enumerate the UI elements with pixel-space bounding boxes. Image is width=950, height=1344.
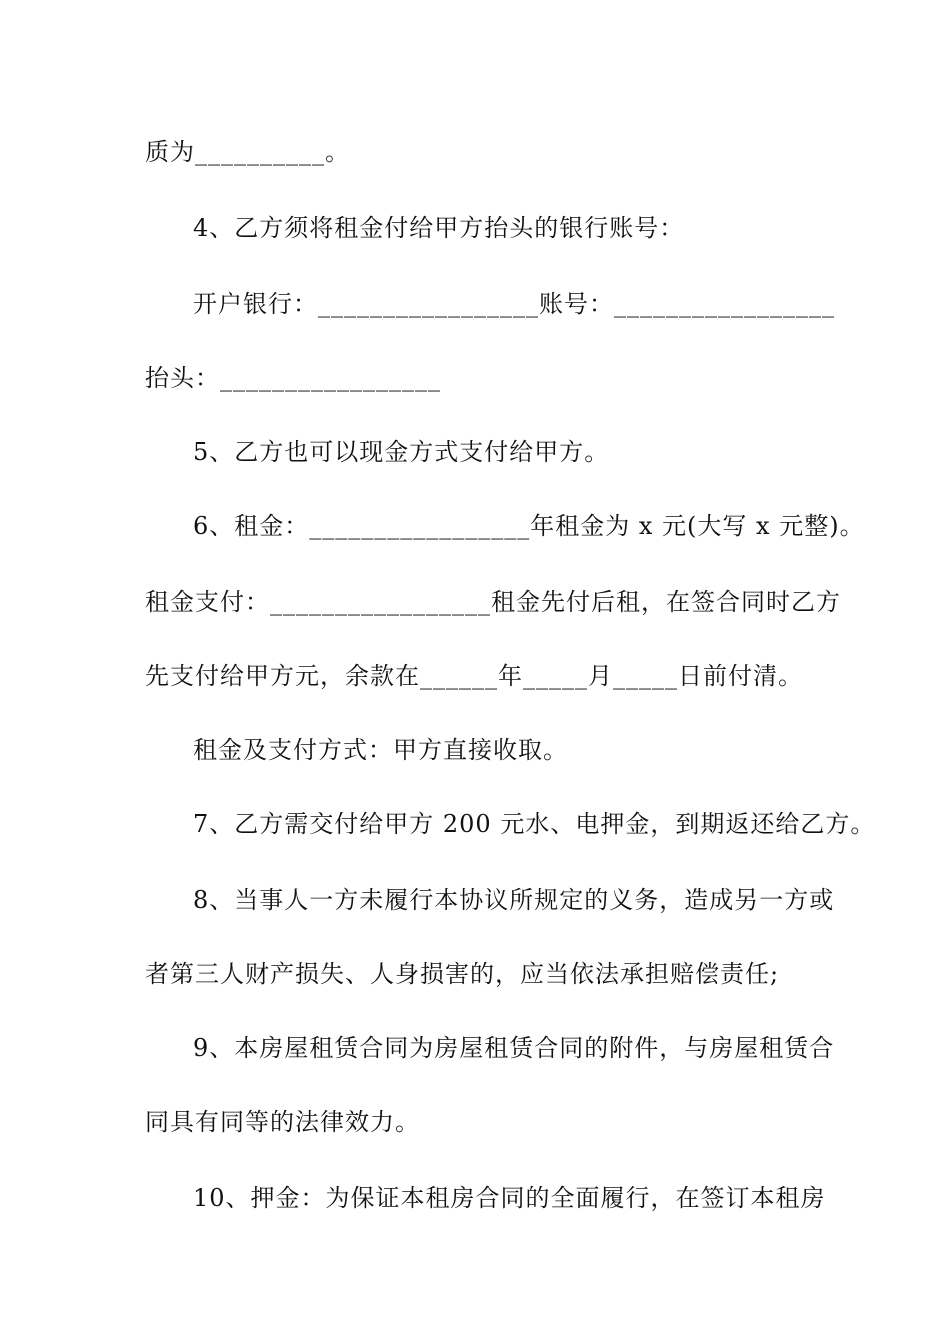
text-line: 先支付给甲方元，余款在______年_____月_____日前付清。 xyxy=(145,662,803,690)
text-line: 同具有同等的法律效力。 xyxy=(145,1108,420,1136)
text-line: 质为__________。 xyxy=(145,138,350,166)
text-line: 6、租金：_________________年租金为 x 元(大写 x 元整)。 xyxy=(193,512,865,540)
text-line: 8、当事人一方未履行本协议所规定的义务，造成另一方或 xyxy=(193,886,835,914)
text-line: 租金及支付方式：甲方直接收取。 xyxy=(193,736,568,764)
text-line: 租金支付：_________________租金先付后租，在签合同时乙方 xyxy=(145,588,841,616)
text-line: 10、押金：为保证本租房合同的全面履行，在签订本租房 xyxy=(193,1184,826,1212)
text-line: 7、乙方需交付给甲方 200 元水、电押金，到期返还给乙方。 xyxy=(193,810,876,838)
text-line: 抬头：_________________ xyxy=(145,364,441,392)
text-line: 9、本房屋租赁合同为房屋租赁合同的附件，与房屋租赁合 xyxy=(193,1034,835,1062)
text-line: 5、乙方也可以现金方式支付给甲方。 xyxy=(193,438,610,466)
text-line: 者第三人财产损失、人身损害的，应当依法承担赔偿责任; xyxy=(145,960,780,988)
text-line: 开户银行：_________________账号：_________________ xyxy=(193,290,835,318)
text-line: 4、乙方须将租金付给甲方抬头的银行账号： xyxy=(193,214,685,242)
